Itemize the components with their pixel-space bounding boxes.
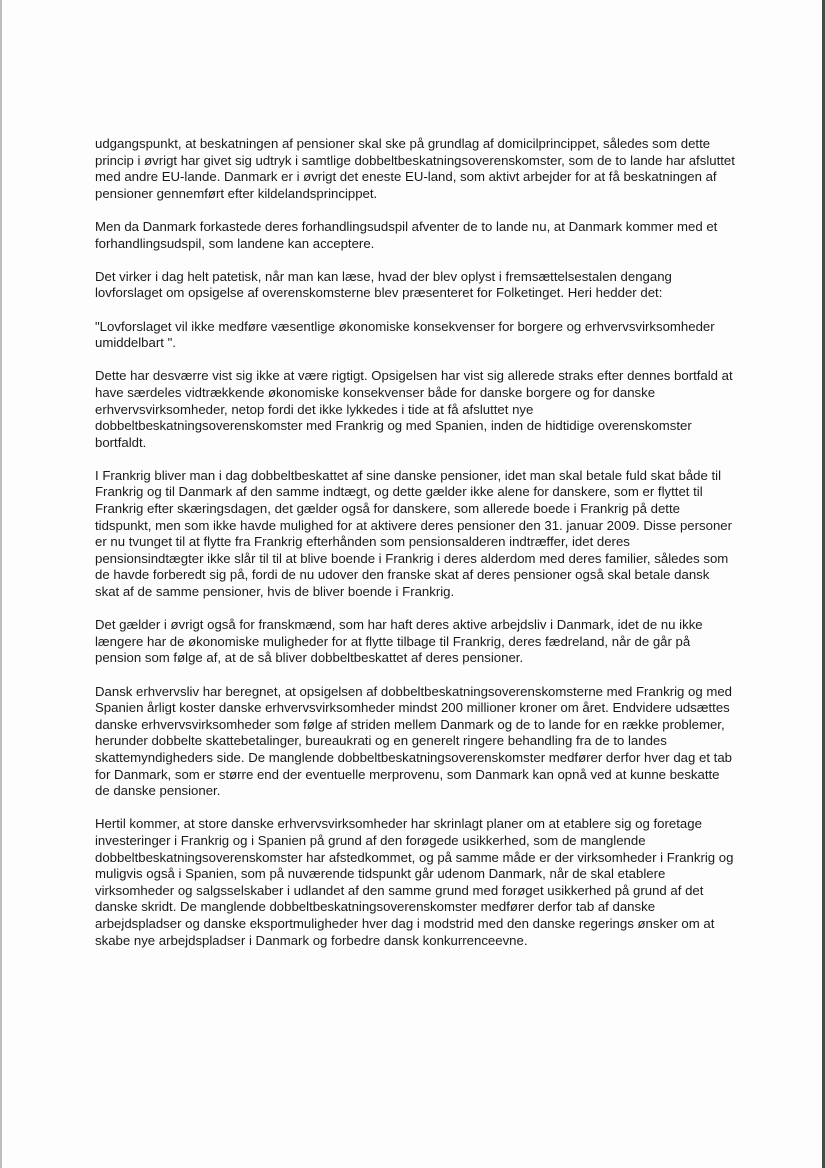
paragraph-consequences: Dette har desværre vist sig ikke at være rigtigt. Opsigelsen har vist sig allerede straks efter dennes bortfald at have særdeles vidtrækkende økonomiske konsekvenser både for danske borgere og for danske erhvervsvirksomheder, netop fordi det ikke lykkedes i tide at få afsluttet nye dobbeltbeskatningsoverenskomster med Frankrig og med Spanien, inden de hidtidige overenskomster bortfaldt.	[95, 368, 733, 450]
paragraph-french-citizens: Det gælder i øvrigt også for franskmænd, som har haft deres aktive arbejdsliv i Danmark, idet de nu ikke længere har de økonomiske muligheder for at flytte tilbage til Frankrig, deres fædreland, når de går på pension som følge af, at de så bliver dobbeltbeskattet af deres pensioner.	[95, 617, 703, 666]
paragraph-domicile-principle: udgangspunkt, at beskatningen af pensioner skal ske på grundlag af domicilprincippet, således som dette princip i øvrigt har givet sig udtryk i samtlige dobbeltbeskatningsoverenskomster, som de to lande har afsluttet med andre EU-lande. Danmark er i øvrigt det eneste EU-land, som aktivt arbejder for at få beskatningen af pensioner gennemført efter kildelandsprincippet.	[95, 136, 735, 201]
paragraph-france-pensions: I Frankrig bliver man i dag dobbeltbeskattet af sine danske pensioner, idet man skal betale fuld skat både til Frankrig og til Danmark af den samme indtægt, og dette gælder ikke alene for danskere, som er flyttet til Frankrig efter skæringsdagen, det gælder også for danskere, som allerede boede i Frankrig på dette tidspunkt, men som ikke havde mulighed for at aktivere deres pensioner den 31. januar 2009. Disse personer er nu tvunget til at flytte fra Frankrig efterhånden som pensionsalderen indtræffer, idet deres pensionsindtægter ikke slår til til at blive boende i Frankrig i deres alderdom med deres familier, således som de havde forberedt sig på, fordi de nu udover den franske skat af deres pensioner også skal betale dansk skat af de samme pensioner, hvis de bliver boende i Frankrig.	[95, 467, 733, 600]
paragraph-speech-intro: Det virker i dag helt patetisk, når man kan læse, hvad der blev oplyst i fremsættelsestalen dengang lovforslaget om opsigelse af overenskomsterne blev præsenteret for Folketinget. Heri hedder det:	[95, 268, 672, 301]
paragraph-quote: "Lovforslaget vil ikke medføre væsentlige økonomiske konsekvenser for borgere og erhvervsvirksomheder umiddelbart ".	[95, 318, 715, 351]
document-body	[95, 136, 735, 966]
paragraph-investments: Hertil kommer, at store danske erhvervsvirksomheder har skrinlagt planer om at etablere sig og foretage investeringer i Frankrig og i Spanien på grund af den forøgede usikkerhed, som de manglende dobbeltbeskatningsoverenskomster har afstedkommet, og på samme måde er der virksomheder i Frankrig og muligvis også i Spanien, som på nuværende tidspunkt går udenom Danmark, når de skal etablere virksomheder og salgsselskaber i udlandet af den samme grund med forøget usikkerhed på grund af det danske skridt. De manglende dobbeltbeskatningsoverenskomster medfører derfor tab af danske arbejdspladser og danske eksportmuligheder hver dag i modstrid med den danske regerings ønsker om at skabe nye arbejdspladser i Danmark og forbedre dansk konkurrenceevne.	[95, 816, 734, 948]
paragraph-business-cost: Dansk erhvervsliv har beregnet, at opsigelsen af dobbeltbeskatningsoverenskomsterne med Frankrig og med Spanien årligt koster danske erhvervsvirksomheder mindst 200 millioner kroner om året. Endvidere udsættes danske erhvervsvirksomheder som følge af striden mellem Danmark og de to lande for en række problemer, herunder dobbelte skattebetalinger, bureaukrati og en generelt ringere behandling fra de to landes skattemyndigheders side. De manglende dobbeltbeskatningsoverenskomster medfører derfor hver dag et tab for Danmark, som er større end der eventuelle merprovenu, som Danmark kan opnå ved at kunne beskatte de danske pensioner.	[95, 683, 733, 799]
page-left-edge	[0, 0, 2, 1168]
paragraph-negotiation: Men da Danmark forkastede deres forhandlingsudspil afventer de to lande nu, at Danmark kommer med et forhandlingsudspil, som landene kan acceptere.	[95, 218, 718, 251]
